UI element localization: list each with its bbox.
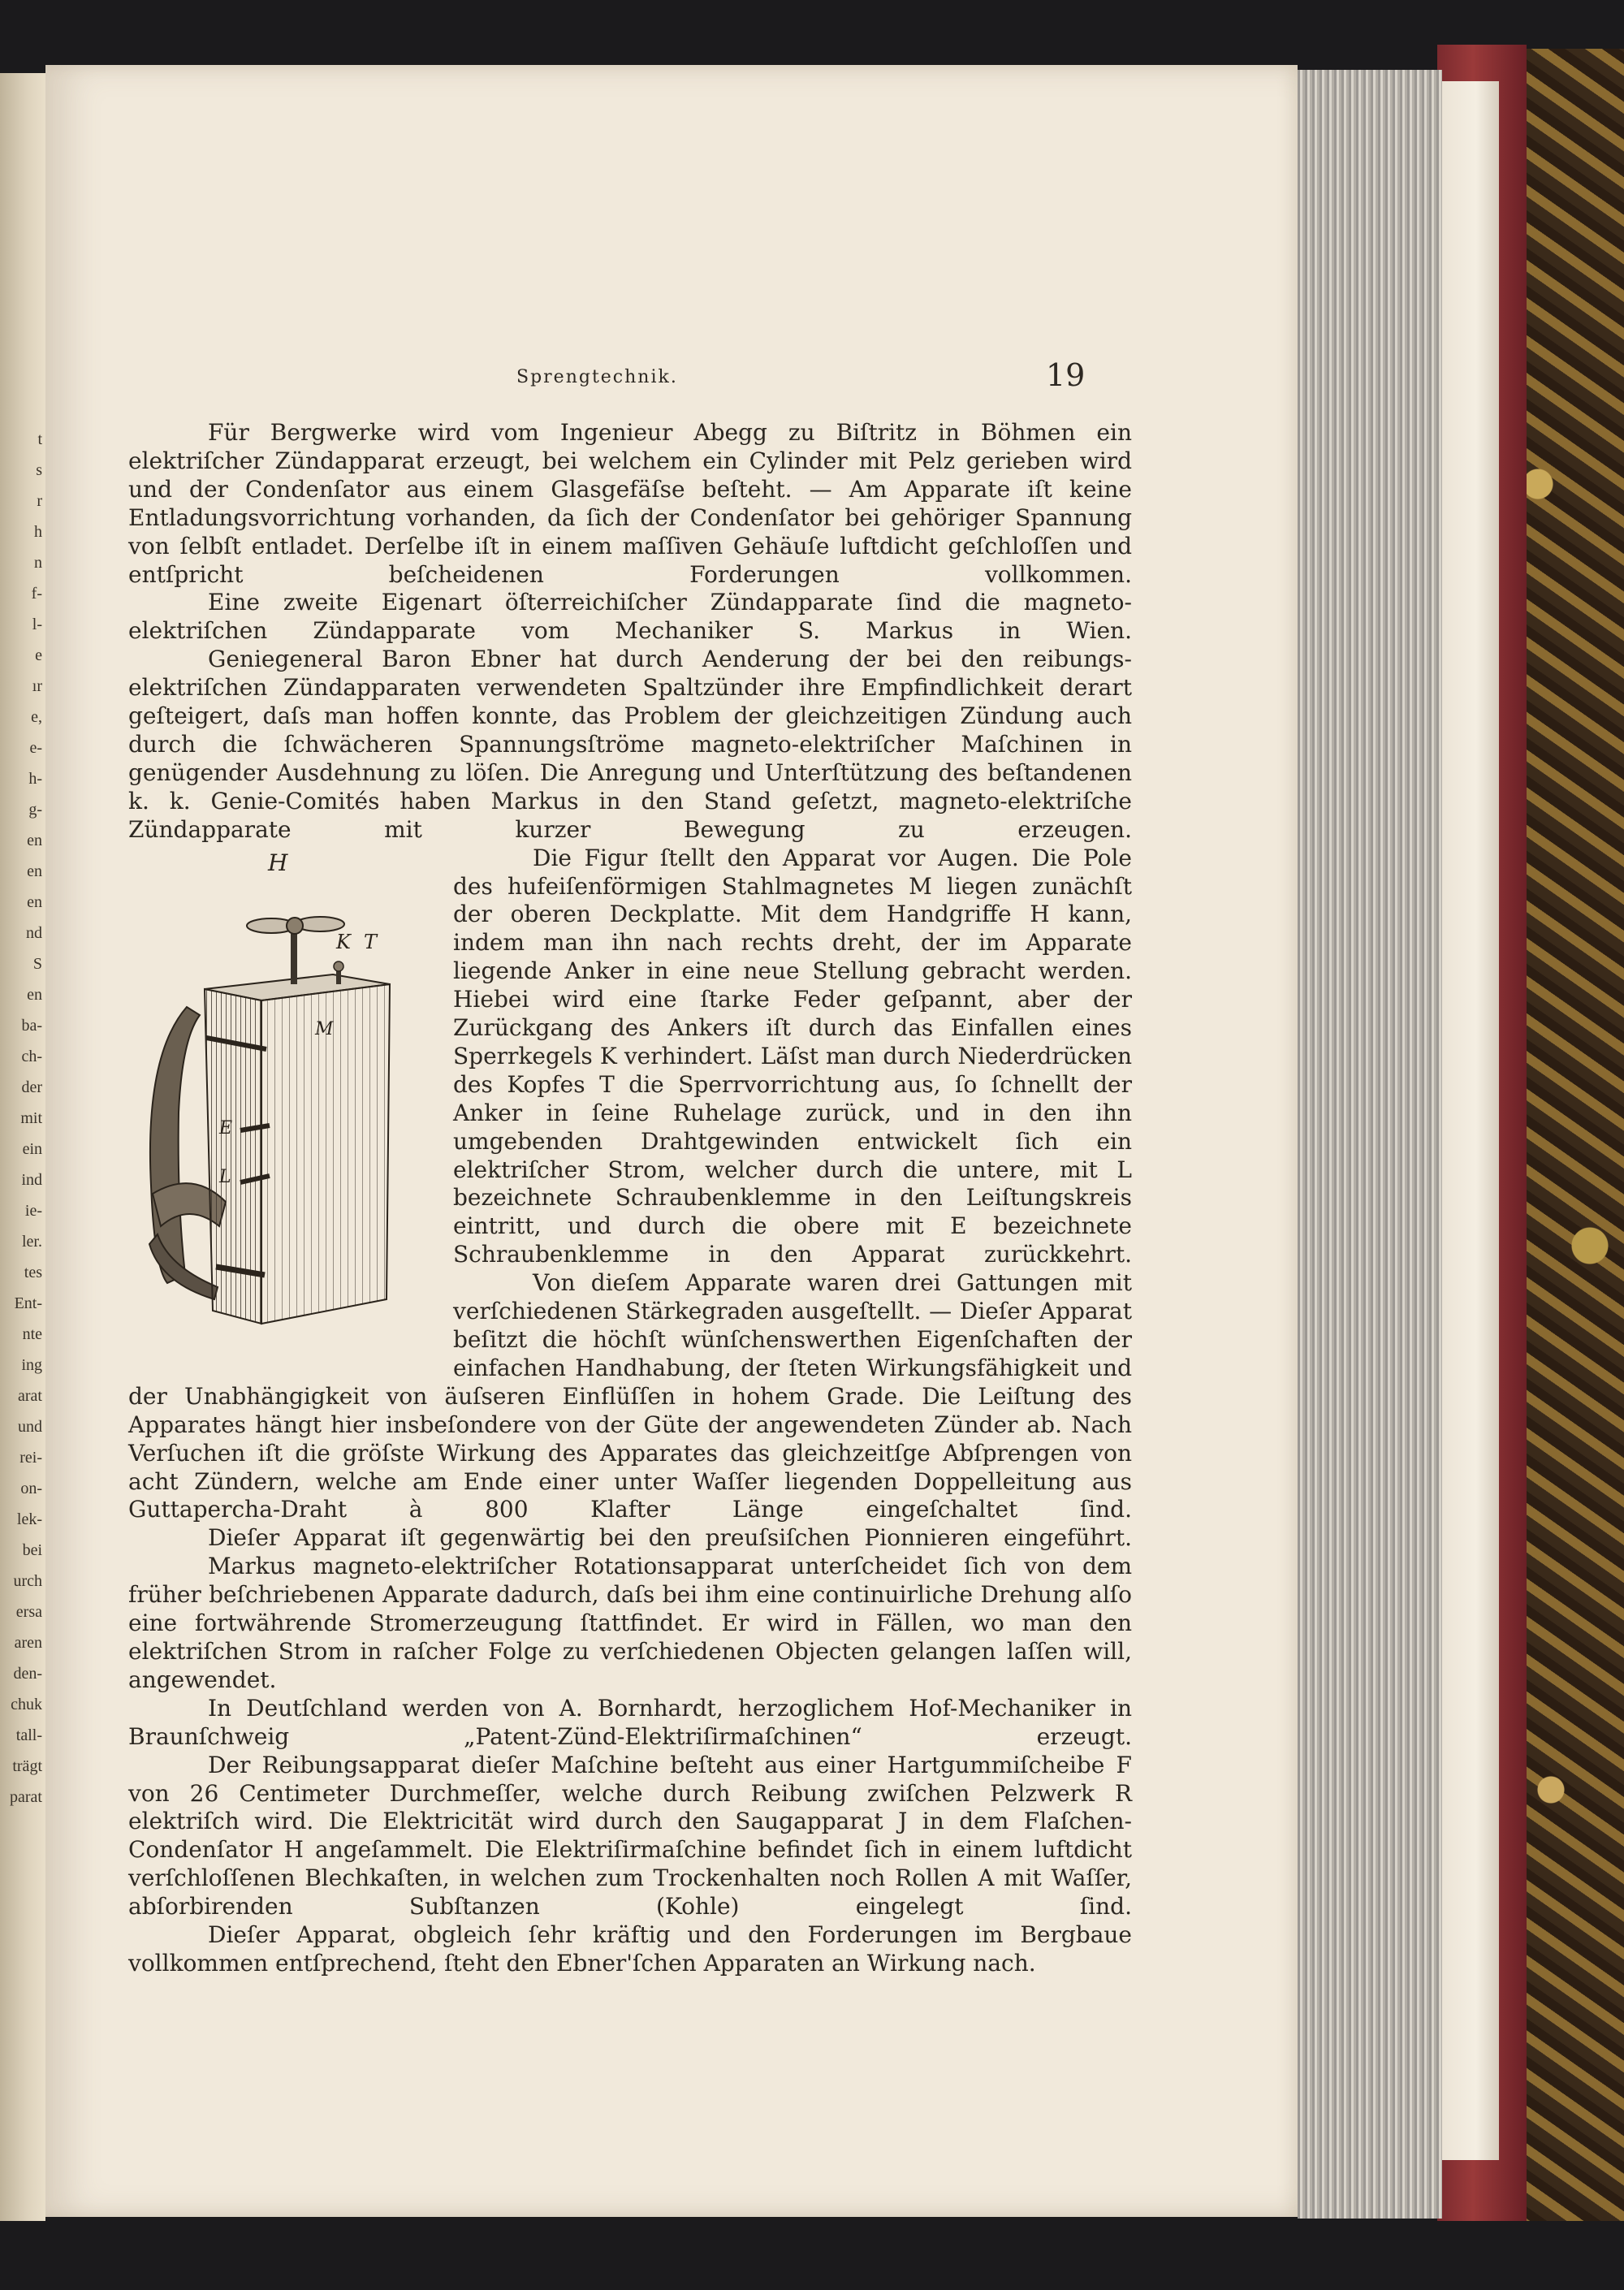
prev-page-fragment: arat: [18, 1387, 42, 1405]
prev-page-fragment: nte: [22, 1325, 42, 1343]
paragraph-9: Der Reibungsapparat dieſer Maſchine beſteht aus einer Hartgummiſcheibe F von 26 Centimeter Durchmeſſer, welche durch Reibung zwiſchen Pelzwerk R elektriſch wird. Die Elektricität wird durch den Saugapparat J in dem Flaſchen-Condenſator H angeſammelt. Die Elektriſirmaſchine befindet ſich in einem luftdicht verſchloſſenen Blechkaſten, in welchen zum Trockenhalten noch Rollen A mit Waſſer, abſorbirenden Subſtanzen (Kohle) eingelegt ſind.: [128, 1751, 1132, 1921]
prev-page-fragment: ler.: [22, 1233, 42, 1251]
prev-page-fragment: der: [21, 1078, 42, 1096]
prev-page-fragment: h-: [28, 770, 42, 788]
prev-page-fragment: ba-: [21, 1017, 42, 1035]
running-title: Sprengtechnik.: [516, 367, 678, 387]
prev-page-fragment: chuk: [11, 1696, 42, 1713]
prev-page-fragment: den-: [13, 1665, 42, 1683]
prev-page-fragment: ind: [21, 1171, 42, 1189]
label-T: T: [364, 930, 378, 953]
paragraph-3: Geniegeneral Baron Ebner hat durch Aenderung der bei den reibungs-elektriſchen Zündapparaten verwendeten Spaltzünder ihre Empfindlichkeit derart geſteigert, daſs man hoffen konnte, das Problem der gleichzeitigen Zündung auch durch die ſchwächeren Spannungsſtröme magneto-elektriſcher Maſchinen in genügender Ausdehnung zu löſen. Die Anregung und Unterſtützung des beſtandenen k. k. Genie-Comités haben Markus in den Stand geſetzt, magneto-elektriſche Zündapparate mit kurzer Bewegung zu erzeugen.: [128, 646, 1132, 843]
prev-page-fragment: ing: [21, 1356, 42, 1374]
prev-page-fragment: f-: [31, 585, 42, 603]
prev-page-fragment: g-: [28, 801, 42, 819]
prev-page-fragment: ch-: [21, 1048, 42, 1065]
prev-page-fragment: e-: [29, 739, 42, 757]
prev-page-fragment: l-: [32, 616, 42, 633]
paragraph-6: Dieſer Apparat iſt gegenwärtig bei den preuſsiſchen Pionnieren eingeführt.: [208, 1524, 1132, 1552]
prev-page-fragment: s: [36, 461, 42, 479]
prev-page-fragment: en: [27, 986, 42, 1004]
paragraph-7: Markus magneto-elektriſcher Rotationsapparat unterſcheidet ſich von dem früher beſchriebenen Apparate dadurch, daſs bei ihm eine continuirliche Drehung alſo eine fortwährende Stromerzeugung ſtattfindet. Er wird in Fällen, wo man den elektriſchen Strom in raſcher Folge zu verſchiedenen Objecten gelangen laſſen will, angewendet.: [128, 1553, 1132, 1693]
apparatus-illustration: [128, 845, 445, 1356]
page-number: 19: [1046, 357, 1086, 393]
prev-page-fragment: t: [37, 430, 42, 448]
paragraph-8: In Deutſchland werden von A. Bornhardt, herzoglichem Hof-Mechaniker in Braunſchweig „Patent-Zünd-Elektriſirmaſchinen“ erzeugt.: [128, 1694, 1132, 1750]
page-header: [45, 354, 1298, 403]
prev-page-fragment: parat: [10, 1788, 42, 1806]
prev-page-fragment: rei-: [19, 1449, 42, 1467]
paragraph-5: Von dieſem Apparate waren drei Gattungen mit verſchiedenen Stärkegraden ausgeſtellt. — Dieſer Apparat beſitzt die höchſt wünſchenswerthen Eigenſchaften der einfachen Handhabung, der ſteten Wirkungsfähigkeit und der Unabhängigkeit von äuſseren Einflüſſen in hohem Grade. Die Leiſtung des Apparates hängt hier insbeſondere von der Güte der angewendeten Zünder ab. Nach Verſuchen iſt die gröſste Wirkung des Apparates das gleichzeitſge Abſprengen von acht Zündern, welche am Ende einer unter Waſſer liegenden Doppelleitung aus Guttapercha-Draht à 800 Klafter Länge eingeſchaltet ſind.: [128, 1269, 1132, 1523]
prev-page-fragment: nd: [26, 924, 42, 942]
prev-page-fragment: on-: [20, 1480, 42, 1497]
book-page: [45, 65, 1298, 2217]
prev-page-fragment: h: [34, 523, 42, 541]
prev-page-fragment: S: [32, 955, 42, 973]
body-text: [128, 419, 1132, 1978]
prev-page-fragment: bei: [22, 1541, 42, 1559]
prev-page-fragment: Ent-: [14, 1294, 42, 1312]
prev-page-fragment: ie-: [24, 1202, 42, 1220]
paragraph-1: Für Bergwerke wird vom Ingenieur Abegg zu Biſtritz in Böhmen ein elektriſcher Zündapparat erzeugt, bei welchem ein Cylinder mit Pelz gerieben wird und der Condenſator aus einem Glasgefäſse beſteht. — Am Apparate iſt keine Entladungsvorrichtung vorhanden, da ſich der Condenſator bei gehöriger Spannung von ſelbſt entladet. Derſelbe iſt in einem maſſiven Gehäuſe luftdicht geſchloſſen und entſpricht beſcheidenen Forderungen vollkommen.: [128, 419, 1132, 588]
prev-page-fragment: lek-: [16, 1510, 42, 1528]
prev-page-fragment: e,: [31, 708, 42, 726]
prev-page-fragment: tall-: [15, 1726, 42, 1744]
prev-page-fragment: und: [18, 1418, 42, 1436]
background-shadow: [0, 2221, 1624, 2290]
prev-page-fragment: n: [34, 554, 42, 572]
prev-page-fragment: en: [27, 893, 42, 911]
paragraph-10: Dieſer Apparat, obgleich ſehr kräftig und den Forderungen im Bergbaue vollkommen entſprechend, ſteht den Ebner'ſchen Apparaten an Wirkung nach.: [128, 1921, 1132, 1977]
prev-page-fragment: e: [35, 646, 42, 664]
prev-page-fragment: urch: [13, 1572, 42, 1590]
previous-page-edge: [0, 73, 45, 2233]
endpaper-edge: [1442, 81, 1499, 2160]
label-L: L: [219, 1166, 231, 1187]
prev-page-fragment: trägt: [12, 1757, 42, 1775]
prev-page-fragment: en: [27, 832, 42, 849]
paragraph-2: Eine zweite Eigenart öſterreichiſcher Zündapparate ſind die magneto-elektriſchen Zündapparate vom Mechaniker S. Markus in Wien.: [128, 589, 1132, 645]
prev-page-fragment: aren: [14, 1634, 42, 1652]
label-K: K: [336, 930, 351, 953]
paragraph-4: Die Figur ſtellt den Apparat vor Augen. Die Pole des hufeiſenförmigen Stahlmagnetes M liegen zunächſt der oberen Deckplatte. Mit dem Handgriffe H kann, indem man ihn nach rechts dreht, der im Apparate liegende Anker in eine neue Stellung gebracht werden. Hiebei wird eine ſtarke Feder geſpannt, aber der Zurückgang des Ankers iſt durch das Einfallen eines Sperrkegels K verhindert. Läſst man durch Niederdrücken des Kopfes T die Sperrvorrichtung aus, ſo ſchnellt der Anker in ſeine Ruhelage zurück, und in den ihn umgebenden Drahtgewinden entwickelt ſich ein elektriſcher Strom, welcher durch die untere, mit L bezeichnete Schraubenklemme in den Leiſtungskreis eintritt, und durch die obere mit E bezeichnete Schraubenklemme in den Apparat zurückkehrt.: [453, 844, 1132, 1268]
label-E: E: [219, 1117, 233, 1139]
figure-apparatus: [128, 845, 445, 1356]
prev-page-fragment: mit: [20, 1109, 42, 1127]
prev-page-fragment: ersa: [15, 1603, 42, 1621]
label-H: H: [268, 849, 288, 876]
label-M: M: [315, 1018, 334, 1039]
prev-page-fragment: ır: [32, 677, 42, 695]
page-stack-edges: [1298, 70, 1442, 2219]
prev-page-fragment: tes: [24, 1264, 42, 1281]
prev-page-fragment: ein: [22, 1140, 42, 1158]
prev-page-fragment: r: [37, 492, 42, 510]
prev-page-fragment: en: [27, 862, 42, 880]
